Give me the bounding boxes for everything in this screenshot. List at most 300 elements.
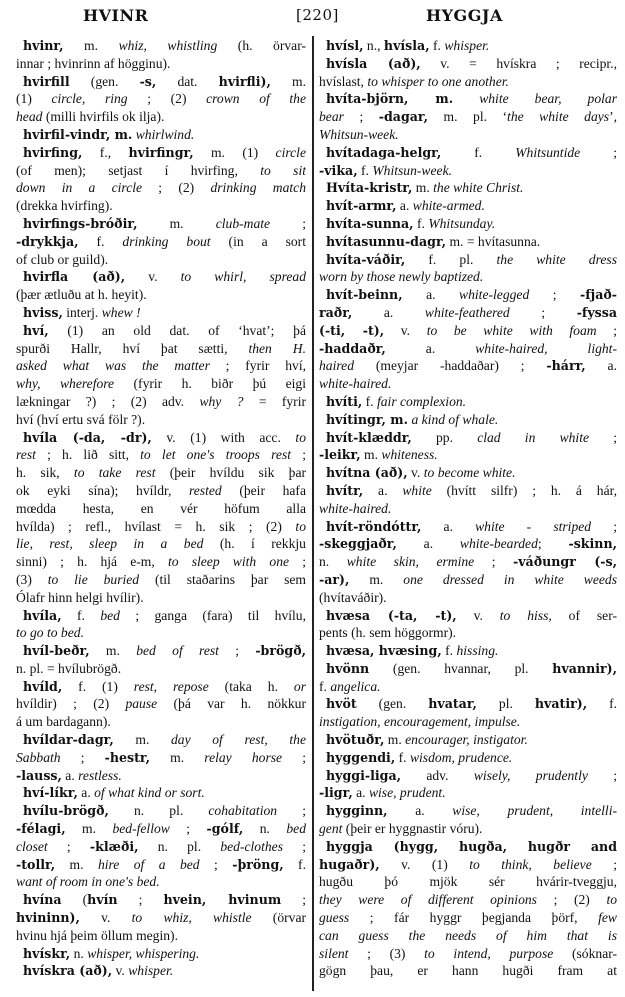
definition-text: pause [125,696,158,712]
headword-text: -fjað- [580,287,617,303]
definition-text: clad in white [477,429,590,445]
entry-text: f. (1) [62,678,134,694]
entry-text: hvíslast, [319,73,368,89]
right-column [319,37,617,980]
entry-text: ; [270,215,306,231]
entry-text: f. [319,678,331,694]
entry-headline [16,802,306,820]
entry-text: ; fyrir hví, [209,358,306,374]
definition-text: a kind of whale. [411,411,499,427]
definition-text: white-legged [459,287,530,303]
definition-text: then H. [248,340,306,356]
entry-text: (in a sort [210,233,306,249]
entry-text: of club or guild). [16,251,109,267]
definition-text: haired [319,358,354,374]
headword-text: -s, [139,73,157,89]
entry-text: = fyrir [243,393,306,409]
headword-text: hvíta-váðir, [326,251,406,267]
entry-text: (1) an old dat. of ‘hvat’; þá [48,322,306,338]
entry-text: v. [407,465,424,481]
entry-line [16,357,306,375]
definition-text: lie, rest, sleep in a bed [16,536,204,552]
entry-text: (meyjar -haddaðar) ; [354,358,547,374]
entry-line [16,909,306,927]
entry-text: pents (h. sem höggormr). [319,625,457,641]
entry-headline [319,464,617,482]
headword-text: hvatir), [534,696,588,712]
entry-text: v. [125,269,181,285]
entry-text: a. [387,803,453,819]
entry-headline [319,749,617,767]
definition-text: bed-clothes [220,838,283,854]
entry-line [319,784,617,802]
entry-line [319,962,617,980]
entry-line [319,340,617,358]
entry-line [319,304,617,322]
definition-text: white-bearded [459,536,538,552]
entry-line [319,891,617,909]
entry-text: f. [283,856,306,872]
definition-text: head [16,109,43,125]
definition-text: to whisper to one another. [367,73,509,89]
entry-text: a. [61,767,79,783]
headword-text: -þröng, [232,856,284,872]
headword-text: -vika, [319,162,358,178]
entry-text: f. [61,607,101,623]
definition-text: drinking match [210,180,306,196]
definition-text: whirlwind. [135,126,195,142]
entry-line [16,838,306,856]
entry-text: a. [77,785,95,801]
entry-line [16,162,306,180]
entry-line [16,464,306,482]
entry-text: (fyrir h. biðr þú eigi [114,376,306,392]
entry-text: ; (2) [536,892,607,908]
headword-text: -félagi, [16,821,66,837]
entry-headline [319,144,617,162]
definition-text: they were of different opinions [319,892,537,908]
headword-text: hvískra (að), [23,963,113,979]
definition-text: the white days [507,109,610,125]
headword-text: -hárr, [546,358,586,374]
entry-text: a. [352,304,425,320]
entry-text: ; [282,749,306,765]
headword-text: hvítadaga-helgr, [326,144,442,160]
headword-text: hvirfli), [218,73,271,89]
entry-headline [319,90,617,108]
entry-text: v. [456,607,500,623]
entry-text: ’, [609,109,617,125]
headword-text: hvísl, [326,38,364,53]
entry-line [16,820,306,838]
definition-text: circle [275,144,306,160]
entry-line [319,108,617,126]
definition-text: white-haired. [319,500,392,516]
entry-text: Ólafr hinn helgi hvílir). [16,589,144,605]
entry-line [319,713,617,731]
definition-text: encourager, instigator. [405,732,528,748]
definition-text: bed [100,607,120,623]
headword-text: hvísla (að), [326,55,421,71]
page-number: [220] [296,6,339,24]
headword-text: hvinr, [23,38,64,53]
entry-text: ; [291,447,306,463]
entry-text: m. = hvítasunna. [446,233,541,249]
definition-text: wise, prudent. [368,785,446,801]
definition-text: bed [286,821,306,837]
entry-headline [319,607,617,625]
entry-text: (drekka hvirfing). [16,198,113,214]
headword-text: hviss, [23,304,63,320]
definition-text: circle, ring [51,91,128,107]
definition-text: can guess the needs of him that is [319,927,617,943]
entry-line [319,73,617,91]
entry-text: m. [360,447,382,463]
definition-text: the white Christ. [433,180,524,196]
headword-text: hvít-röndóttr, [326,518,422,534]
entry-headline [319,251,617,269]
entry-text: f. [441,144,516,160]
headword-text: (-ti, -t), [319,322,385,338]
entry-text: m. (1) [193,144,276,160]
definition-text: Whitsunday. [428,215,496,231]
headword-text: hvirfill [23,73,70,89]
definition-text: to hiss, [499,607,552,623]
entry-text: f. [357,162,373,178]
headword-text: hvín [87,892,118,908]
definition-text: to lie buried [47,571,140,587]
left-column [16,37,306,980]
headword-text: -váðungr (-s, [513,554,617,570]
entry-line [319,909,617,927]
headword-text: hvirfings-bróðir, [23,215,138,231]
definition-text: white-haired. [319,376,392,392]
entry-line [16,233,306,251]
definition-text: to whiz, whistle [131,910,252,926]
definition-text: rest [16,447,36,463]
definition-text: Whitsun-week. [319,126,399,142]
entry-text: ; [283,838,306,854]
entry-text: hvílda) ; refl., hvílast = h. sik ; (2) [16,518,296,534]
entry-text: ; [580,144,617,160]
entry-text: ok eyki sína); hvíldr, [16,482,189,498]
entry-headline [319,233,617,251]
definition-text: Sabbath [16,749,61,765]
definition-text: whiz, whistling [118,38,218,53]
definition-text: crown of the [206,91,306,107]
entry-text: (þeir hafa [221,482,306,498]
headword-text: hyggendi, [326,749,396,765]
entry-line [16,695,306,713]
entry-text: m. [65,821,113,837]
entry-line [16,340,306,358]
entry-text: hvíldir) ; (2) [16,696,126,712]
entry-headline [16,678,306,696]
entry-text: (gen. hvannar, pl. [369,660,553,676]
entry-text: v. [112,963,129,979]
definition-text: white-armed. [412,198,485,214]
entry-text: v. [384,322,427,338]
entry-text: f., [82,144,129,160]
entry-line [16,553,306,571]
entry-headline [16,304,306,322]
headword-text: hvatar, [428,696,477,712]
headword-text: hvein, hvinum [163,892,282,908]
entry-headline [16,215,306,233]
definition-text: to go to bed. [16,625,84,641]
definition-text: to [606,892,617,908]
entry-headline [319,286,617,304]
definition-text: whisper, whispering. [87,945,200,961]
entry-line [319,162,617,180]
entry-text: á um bardagann). [16,714,111,730]
definition-text: the white dress [496,251,617,267]
entry-text: innar ; hvinrinn af högginu). [16,55,171,71]
headword-text: hyggja (hygg, hugða, hugðr and [326,838,617,854]
headword-text: hvítasunnu-dagr, [326,233,447,249]
definition-text: whisper. [444,38,490,53]
entry-text: m. [63,38,119,53]
entry-text: ; (3) [348,945,425,961]
entry-text: hugðu þó mjök sér hvárir-tveggju, [319,874,617,890]
entry-text: (taka h. [208,678,294,694]
entry-text: ; [591,856,617,872]
entry-headline [319,429,617,447]
headword-text: -gólf, [206,821,244,837]
definition-text: gent [319,821,343,837]
definition-text: white bear, polar [479,91,617,107]
headword-text: hvannir), [552,660,617,676]
definition-text: why, wherefore [16,376,115,392]
definition-text: to sit [260,162,306,178]
definition-text: bed of rest [136,643,219,659]
definition-text: wisely, prudently [473,767,588,783]
headword-text: raðr, [319,304,353,320]
entry-line [319,446,617,464]
entry-headline [16,126,306,144]
entry-text: a. [402,287,460,303]
entry-text [453,91,479,106]
entry-line [16,393,306,411]
definition-text: angelica. [330,678,381,694]
entry-text: a. [421,518,476,534]
headword-text: hvíldar-dagr, [23,732,114,748]
headword-text: hvítna (að), [326,465,408,481]
entry-text: m. [137,215,216,231]
headword-text: -ar), [319,571,350,587]
definition-text: to sleep with one [167,554,290,570]
headword-text: Hvíta-kristr, [326,180,413,196]
entry-text: adv. [401,767,474,783]
entry-headline [16,945,306,963]
definition-text: bear [319,109,344,125]
entry-line [16,108,306,126]
definition-text: day of rest, the [171,732,306,748]
definition-text: to [295,518,306,534]
entry-text: v. (1) with acc. [151,429,296,445]
entry-text: h. sik, [16,465,74,481]
definition-text: drinking bout [122,233,211,249]
headword-text: hvæsa (-ta, -t), [326,607,457,623]
definition-text: hire of a bed [97,856,200,872]
entry-line [319,571,617,589]
entry-line [16,660,306,678]
entry-line [319,589,617,607]
headword-text: hvíl-beðr, [23,643,90,659]
definition-text: club-mate [215,215,271,231]
entry-headline [16,268,306,286]
definition-text: wise, prudent, intelli- [452,803,617,819]
entry-text: ; [199,856,233,872]
headword-text: hugaðr), [319,856,380,872]
entry-line [16,179,306,197]
definition-text: fair complexion. [376,393,467,409]
entry-text: ; (2) [142,180,211,196]
entry-text: a. [585,358,617,374]
entry-headline [319,731,617,749]
column-divider [312,36,314,991]
entry-text: ; [509,304,577,320]
entry-line [319,500,617,518]
headword-text: hvötuðr, [326,732,385,748]
entry-text: (gen. [356,696,429,712]
headword-text: -ligr, [319,785,353,801]
definition-text: hissing. [456,643,499,659]
entry-text: pl. [476,696,535,712]
definition-text: to be white with foam [426,322,597,338]
definition-text: to think, believe [469,856,592,872]
definition-text: to become white. [423,465,516,481]
headword-text: hvíld, [23,678,63,694]
entry-headline [16,429,306,447]
headword-text: -brögð, [255,643,306,659]
entry-text: ; [277,803,306,819]
entry-text: m. pl. ‘ [428,109,508,125]
entry-headline [319,179,617,197]
entry-text: n., [363,38,384,53]
entry-text: hvinu hjá þeim öllum megin). [16,927,178,943]
entry-headline [16,144,306,162]
definition-text: Whitsun-week. [372,162,452,178]
definition-text: or [293,678,306,694]
entry-text: sinni) ; h. hjá e-m, [16,554,168,570]
entry-text: f. [429,38,445,53]
definition-text: rest, repose [133,678,209,694]
entry-text: m. [349,571,404,587]
entry-text: v. = hvískra ; recipr., [420,55,617,71]
headword-text: hvirfla (að), [23,269,126,285]
entry-line [16,446,306,464]
entry-line [16,713,306,731]
headword-text: hvítingr, m. [326,411,409,427]
headword-text: hvít-armr, [326,198,397,214]
entry-line [16,286,306,304]
headword-text: hvirfing, [23,144,83,160]
entry-text: a. [363,482,403,498]
entry-text: (h. í rekkju [203,536,306,552]
entry-headline [16,642,306,660]
entry-text: f. [413,215,429,231]
entry-line [16,375,306,393]
entry-text: (hvítaváðir). [319,589,387,605]
entry-line [319,553,617,571]
headword-text: hvískr, [23,945,71,961]
definition-text: white-feathered [424,304,510,320]
headword-text: -haddaðr, [319,340,386,356]
entry-text: m. [89,643,137,659]
entry-text: ; [169,821,207,837]
entry-text: (hvítt silfr) ; h. á hár, [431,482,617,498]
entry-line [16,535,306,553]
entry-line [16,90,306,108]
headword-text: hvíla, [23,607,62,623]
headword-text: -skeggjaðr, [319,536,397,552]
definition-text: Whitsuntide [515,144,581,160]
definition-text: whew ! [101,304,141,320]
entry-text: n. [70,945,88,961]
entry-line [319,678,617,696]
entry-line [16,749,306,767]
running-head-left: HVINR [83,6,149,25]
entry-text: n. pl. = hvílubrögð. [16,660,122,676]
entry-line [319,856,617,874]
headword-text: hvísla, [383,38,430,53]
definition-text: one dressed in white weeds [403,571,617,587]
definition-text: why ? [199,393,244,409]
entry-text: gögn þau, er hann hugði fram at [319,963,617,979]
entry-headline [16,607,306,625]
headword-text: hví-líkr, [23,785,78,801]
headword-text: hygginn, [326,803,388,819]
definition-text: to [295,429,306,445]
entry-headline [319,802,617,820]
entry-headline [319,660,617,678]
entry-text: ; h. lið sitt, [35,447,141,463]
entry-text: of ser- [551,607,617,623]
entry-headline [319,518,617,536]
entry-line [319,535,617,553]
entry-headline [16,962,306,980]
entry-text: f. [441,643,457,659]
entry-line [16,55,306,73]
entry-headline [16,73,306,91]
definition-text: white-haired, light- [475,340,617,356]
headword-text: -hestr, [104,749,151,765]
entry-text: n. pl. [138,838,221,854]
definition-text: few [598,910,617,926]
entry-text: ; [117,892,164,908]
entry-text: ; [537,536,569,552]
entry-headline [16,784,306,802]
headword-text: hvæsa, hvæsing, [326,643,442,659]
entry-text: f. pl. [405,251,497,267]
entry-line [16,767,306,785]
entry-line [16,482,306,500]
entry-headline [319,411,617,429]
definition-text: down in a circle [16,180,143,196]
definition-text: to take rest [73,465,156,481]
headword-text: hvíta-björn, m. [326,91,454,107]
headword-text: hvít-beinn, [326,287,403,303]
entry-line [16,856,306,874]
headword-text: hyggi-liga, [326,767,402,783]
entry-text: n. pl. [108,803,209,819]
definition-text: asked what was the matter [16,358,210,374]
running-head-right: HYGGJA [426,6,503,25]
definition-text: closet [16,838,48,854]
entry-text: a. [396,198,413,214]
entry-headline [16,891,306,909]
